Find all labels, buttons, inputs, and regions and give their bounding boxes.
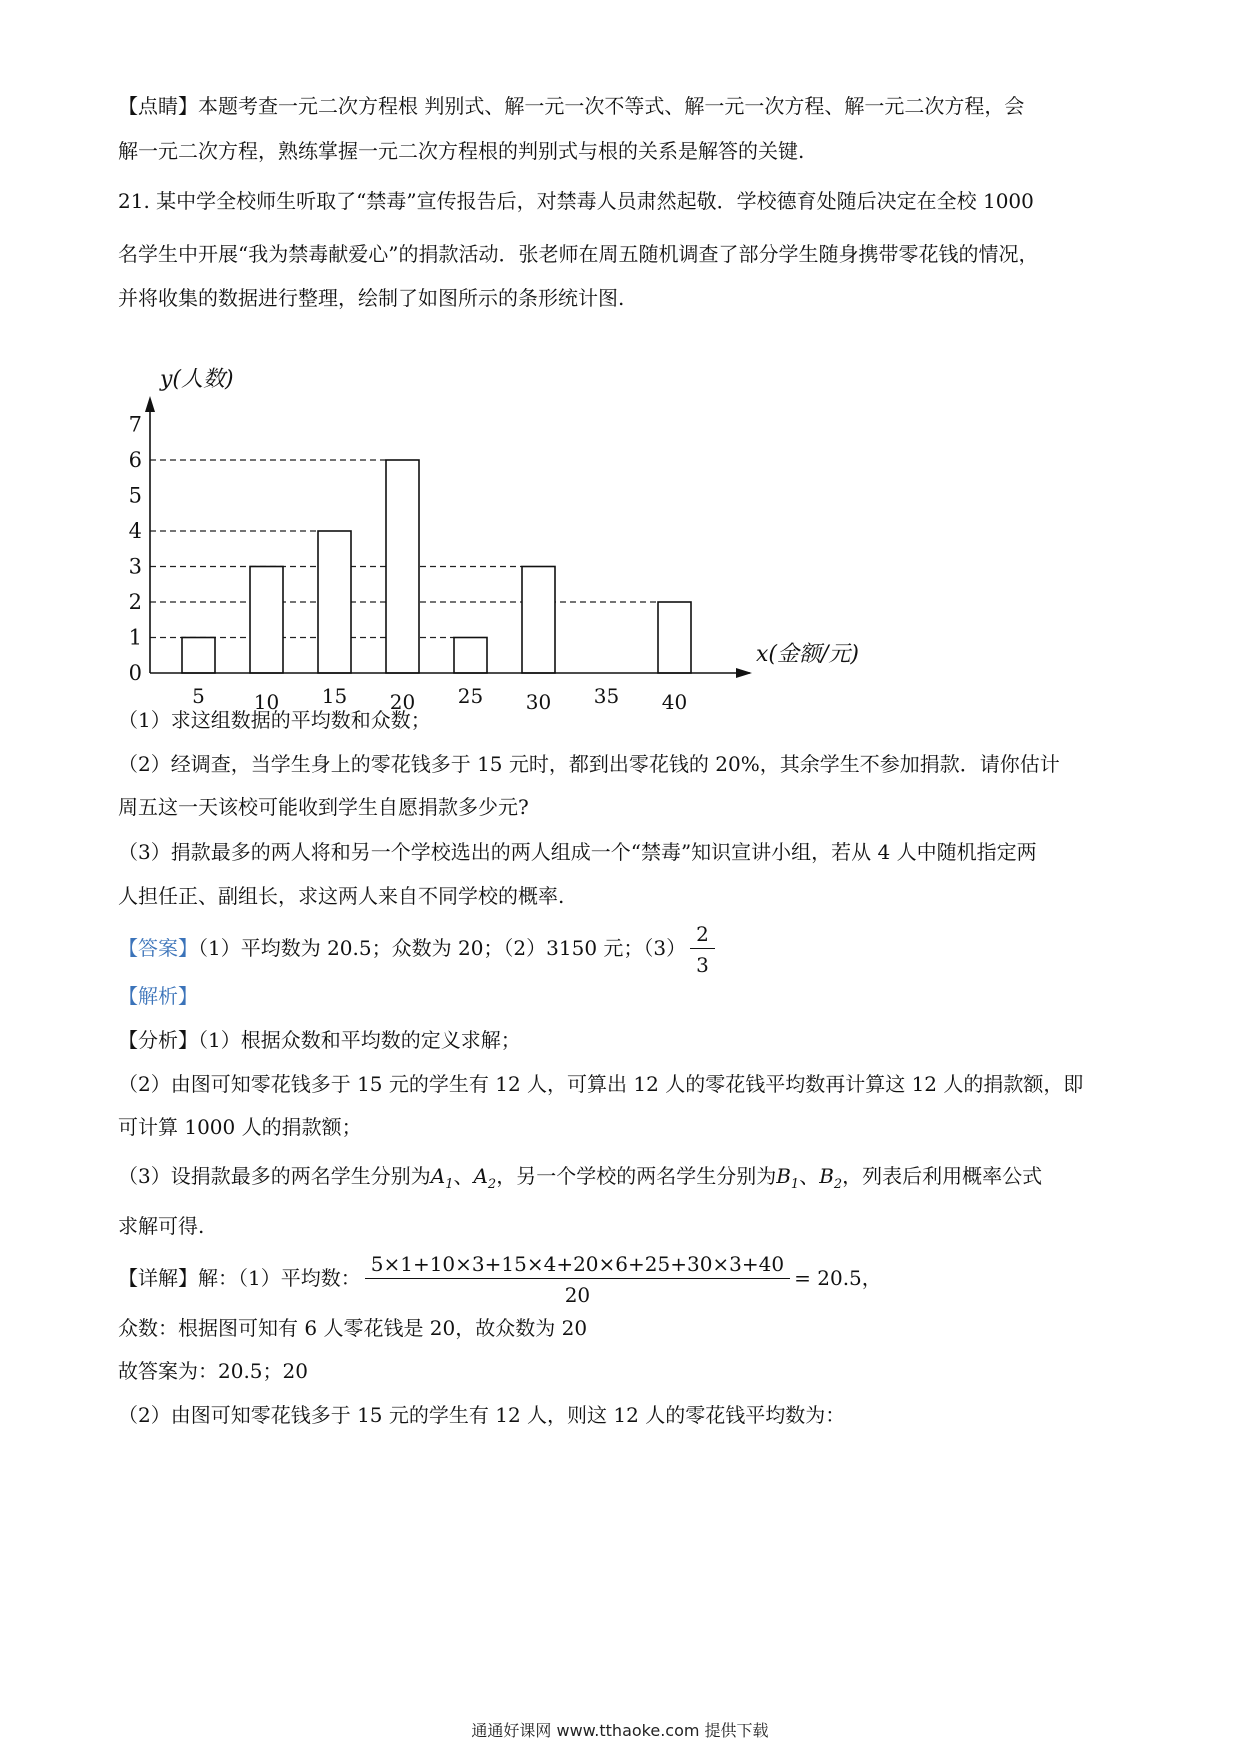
y-axis-arrow [145, 396, 155, 412]
answer-line [118, 922, 1133, 977]
question-line-1: 21. 某中学全校师生听取了“禁毒”宣传报告后，对禁毒人员肃然起敬．学校德育处随后决定在全校 1000 [118, 189, 1034, 213]
x-tick-label-5: 5 [192, 684, 205, 708]
fenxi-line-4 [118, 1166, 1133, 1195]
footer-text: 通通好课网 www.tthaoke.com 提供下载 [471, 1721, 769, 1740]
fenxi-line-5: 求解可得. [118, 1214, 205, 1238]
x-tick-label-25: 25 [457, 684, 484, 708]
x-tick-label-15: 15 [321, 684, 348, 708]
subquestion-3-line-2: 人担任正、副组长，求这两人来自不同学校的概率. [118, 884, 565, 908]
fenxi-line-3: 可计算 1000 人的捐款额； [118, 1115, 362, 1139]
x-tick-label-30: 30 [525, 690, 552, 714]
bar-5 [182, 638, 215, 674]
mean-formula [365, 1252, 790, 1307]
dianjing-text-1: 本题考查一元二次方程根 判别式、解一元一次不等式、解一元一次方程、解一元二次方程，会 [198, 94, 1025, 118]
bar-20 [386, 460, 419, 673]
bar-40 [658, 602, 691, 673]
x-tick-label-20: 20 [389, 690, 416, 714]
xiangjie-line-3: 故答案为：20.5；20 [118, 1359, 308, 1383]
y-tick-label-5: 5 [128, 483, 142, 508]
xiangjie-line-2: 众数：根据图可知有 6 人零花钱是 20，故众数为 20 [118, 1316, 588, 1340]
answer-fraction [690, 922, 715, 977]
answer-fraction-numerator: 2 [690, 922, 715, 949]
xiangjie-tag: 【详解】 [118, 1266, 198, 1290]
xiangjie-prefix: 解：（1）平均数： [198, 1266, 361, 1290]
dianjing-tag: 【点睛】 [118, 94, 198, 118]
y-tick-label-2: 2 [128, 590, 142, 614]
mean-formula-result: = 20.5， [794, 1266, 882, 1290]
x-tick-label-40: 40 [661, 690, 688, 714]
y-axis-label: y(人数) [160, 367, 234, 392]
y-tick-label-7: 7 [128, 412, 142, 437]
x-axis-arrow [736, 668, 752, 678]
fenxi-text-4b: ，另一个学校的两名学生分别为 [496, 1164, 777, 1188]
answer-fraction-denominator: 3 [696, 953, 709, 977]
fenxi-line-1 [118, 1030, 1133, 1050]
bar-15 [318, 531, 351, 673]
separator: 、 [799, 1164, 820, 1188]
bar-25 [454, 638, 487, 674]
subquestion-3-line-1: （3）捐款最多的两人将和另一个学校选出的两人组成一个“禁毒”知识宣讲小组，若从 4 人中随机指定两 [118, 840, 1037, 864]
xiangjie-line-4: （2）由图可知零花钱多于 15 元的学生有 12 人，则这 12 人的零花钱平均数为： [118, 1403, 846, 1427]
x-tick-label-10: 10 [253, 690, 280, 714]
symbol-b2: $B_2$ [819, 1164, 843, 1192]
xiangjie-line-1 [118, 1252, 1133, 1307]
y-tick-label-3: 3 [128, 554, 142, 579]
symbol-a1: $A_1$ [430, 1164, 454, 1192]
symbol-a2: $A_2$ [473, 1164, 497, 1192]
mean-formula-denominator: 20 [564, 1283, 591, 1307]
symbol-b1: $B_1$ [776, 1164, 800, 1192]
jiexi-heading: 【解析】 [118, 984, 198, 1008]
subquestion-2-line-1: （2）经调查，当学生身上的零花钱多于 15 元时，都到出零花钱的 20%，其余学生不参加捐款．请你估计 [118, 752, 1060, 776]
fenxi-line-2: （2）由图可知零花钱多于 15 元的学生有 12 人，可算出 12 人的零花钱平均数再计算这 12 人的捐款额，即 [118, 1072, 1084, 1096]
y-tick-label-1: 1 [128, 625, 142, 650]
question-line-3: 并将收集的数据进行整理，绘制了如图所示的条形统计图. [118, 286, 625, 310]
fenxi-text-4a: （3）设捐款最多的两名学生分别为 [118, 1164, 431, 1188]
y-tick-label-4: 4 [128, 519, 142, 543]
mean-formula-numerator: 5×1+10×3+15×4+20×6+25+30×3+40 [365, 1252, 790, 1279]
fenxi-text-4c: ，列表后利用概率公式 [842, 1164, 1043, 1188]
bar-30 [522, 567, 555, 674]
fenxi-tag: 【分析】 [118, 1028, 198, 1052]
y-tick-label-6: 6 [128, 448, 142, 472]
fenxi-text-1: （1）根据众数和平均数的定义求解； [198, 1028, 521, 1052]
y-tick-label-0: 0 [128, 661, 142, 685]
x-axis-label: x(金额/元) [756, 642, 859, 667]
dianjing-line-2: 解一元二次方程，熟练掌握一元二次方程根的判别式与根的关系是解答的关键. [118, 139, 805, 163]
dianjing-line-1 [118, 96, 1133, 116]
subquestion-2-line-2: 周五这一天该校可能收到学生自愿捐款多少元? [118, 795, 529, 819]
answer-tag: 【答案】 [118, 936, 198, 960]
answer-text: （1）平均数为 20.5；众数为 20；（2）3150 元；（3） [198, 936, 687, 960]
bar-10 [250, 567, 283, 674]
x-tick-label-35: 35 [593, 684, 620, 708]
question-line-2: 名学生中开展“我为禁毒献爱心”的捐款活动．张老师在周五随机调查了部分学生随身携带零花钱的情况， [118, 242, 1039, 266]
bar-chart [128, 367, 990, 760]
subquestion-1: （1）求这组数据的平均数和众数； [118, 708, 431, 732]
separator: 、 [453, 1164, 474, 1188]
